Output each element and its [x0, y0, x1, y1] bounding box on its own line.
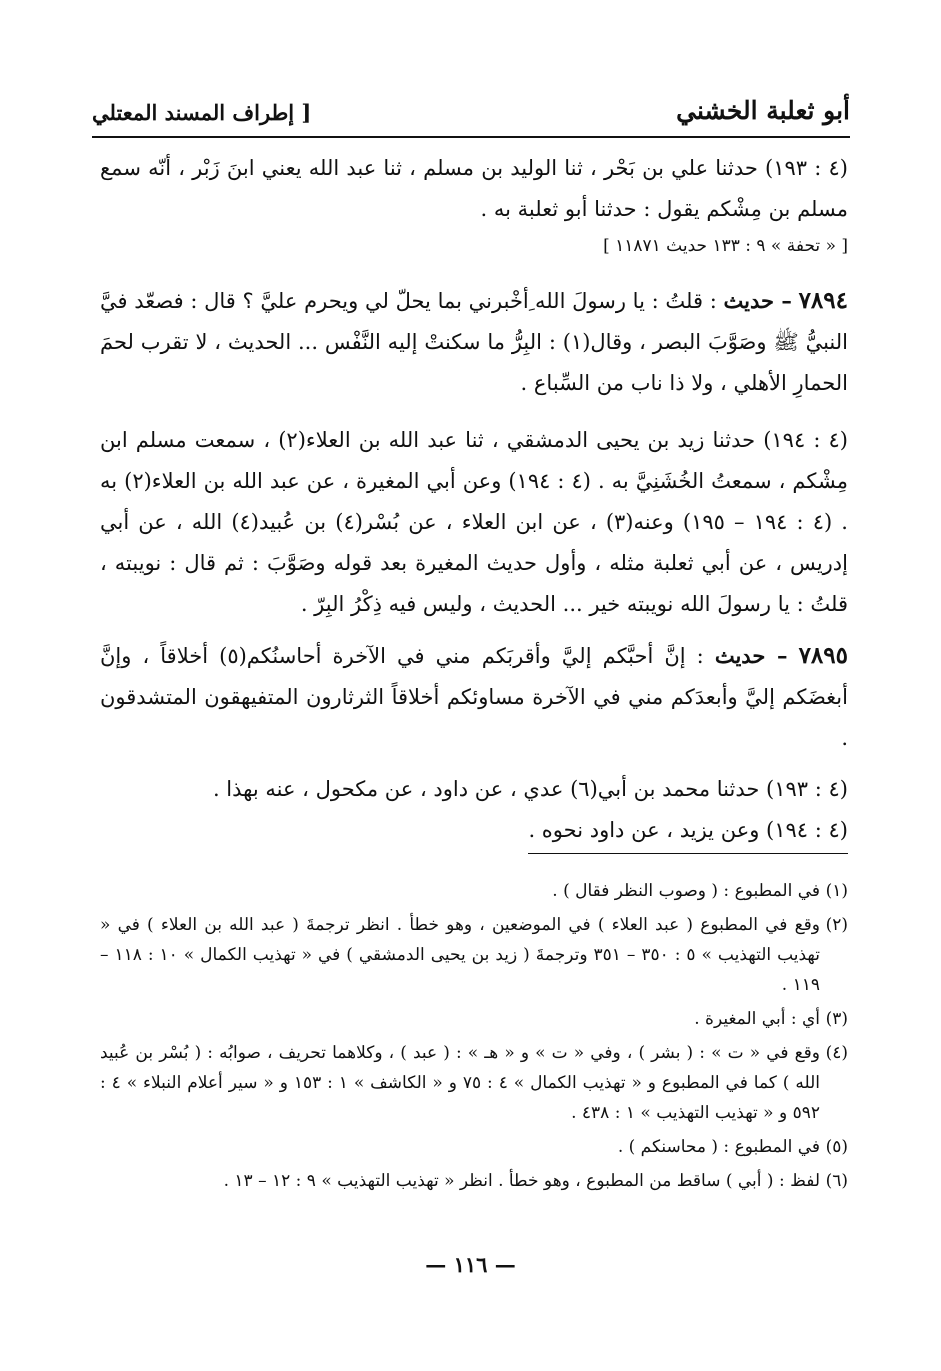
main-text — [100, 148, 848, 854]
footnote — [100, 1038, 848, 1128]
footnote-number: (٦) — [825, 1171, 848, 1191]
isnad-paragraph: (٤ : ١٩٣) حدثنا محمد بن أبي(٦) عدي ، عن داود ، عن مكحول ، عنه بهذا . — [212, 777, 848, 801]
hadith-keyword: – حديث — [714, 643, 788, 668]
hadith-7894 — [100, 280, 848, 404]
footnote-text: في المطبوع : ( محاسنكم ) . — [617, 1137, 820, 1157]
header-divider — [92, 136, 850, 138]
footnote-text: أي : أبي المغيرة . — [694, 1009, 820, 1029]
footnote-text: وقع في « ت » : ( بشر ) ، وفي « ت » و « هـ » : ( عبد ) ، وكلاهما تحريف ، صوابُه : ( بُسْر بن عُبيد الله ) كما في المطبوع و « تهذيب الكمال » ٤ : ٧٥ و « الكاشف » ١ : ١٥٣ و « سير أعلام النبلاء » ٤ : ٥٩٢ و « تهذيب التهذيب » ١ : ٤٣٨ . — [100, 1043, 820, 1123]
footnote-text: في المطبوع : ( وصوب النظر فقال ) . — [552, 881, 820, 901]
footnote-number: (٥) — [825, 1137, 848, 1157]
header-book-title: [ إطراف المسند المعتلي — [92, 100, 312, 125]
hadith-keyword: – حديث — [723, 288, 792, 313]
footnotes — [100, 876, 848, 1200]
footnote — [100, 910, 848, 1000]
hadith-7895 — [100, 635, 848, 759]
header-chapter-title: أبو ثعلبة الخشني — [676, 96, 850, 125]
hadith-number: ٧٨٩٥ — [798, 642, 848, 669]
hadith-text: : قلتُ : يا رسولَ الله ِأخْبرني بما يحلّ لي ويحرم عليَّ ؟ قال : فصعّد فيَّ النبيُّ ﷺ وصَوَّبَ البصر ، وقال(١) : البِرُّ ما سكنتْ إليه النَّفْس ... الحديث ، لا تقرب لحمَ الحمارِ الأهلي ، ولا ذا ناب من السِّباع . — [100, 289, 848, 395]
footnote-number: (٣) — [825, 1009, 848, 1029]
footnote — [100, 1004, 848, 1034]
footnote — [100, 876, 848, 906]
page-number: — ١١٦ — — [425, 1252, 516, 1277]
footnote-number: (١) — [825, 881, 848, 901]
footnote-number: (٢) — [825, 915, 848, 935]
isnad-paragraph — [100, 810, 848, 854]
tuhfa-reference: [ « تحفة » ٩ : ١٣٣ حديث ١١٨٧١ ] — [603, 236, 848, 256]
isnad-paragraph: (٤ : ١٩٣) حدثنا علي بن بَحْر ، ثنا الوليد بن مسلم ، ثنا عبد الله يعني ابنَ زَبْر ، أنّه سمع مسلم بن مِشْكم يقول : حدثنا أبو ثعلبة به . — [100, 156, 848, 221]
footnote-number: (٤) — [825, 1043, 848, 1063]
footnote — [100, 1132, 848, 1162]
footnote-text: وقع في المطبوع ( عبد العلاء ) في الموضعين ، وهو خطأ . انظر ترجمةَ ( عبد الله بن العلاء ) في « تهذيب التهذيب » ٥ : ٣٥٠ – ٣٥١ وترجمةَ ( زيد بن يحيى الدمشقي ) في « تهذيب الكمال » ١٠ : ١١٨ – ١١٩ . — [100, 915, 820, 995]
running-header — [92, 96, 850, 132]
hadith-text: : إنَّ أحبَّكم إليَّ وأقربَكم مني في الآخرة أحاسنُكم(٥) أخلاقاً ، وإنَّ أبغضَكم إليَّ وأبعدَكم مني في الآخرة مساوئكم أخلاقاً الثرثارون المتفيهقون المتشدقون . — [100, 644, 848, 750]
footnote — [100, 1166, 848, 1196]
isnad-paragraph: (٤ : ١٩٤) حدثنا زيد بن يحيى الدمشقي ، ثنا عبد الله بن العلاء(٢) ، سمعت مسلم ابن مِشْكم ، سمعتُ الخُشَنِيَّ به . (٤ : ١٩٤) وعن أبي المغيرة ، عن عبد الله بن العلاء(٢) به . (٤ : ١٩٤ – ١٩٥) وعنه(٣) ، عن ابن العلاء ، عن بُسْر(٤) بن عُبيد(٤) الله ، عن أبي إدريس ، عن أبي ثعلبة مثله ، وأول حديث المغيرة بعد قوله وصَوَّبَ : ثم قال : نويبته ، قلتُ : يا رسولَ الله نويبته خير ... الحديث ، وليس فيه ذِكْرُ البِرّ . — [100, 428, 848, 616]
isnad-underlined: (٤ : ١٩٤) وعن يزيد ، عن داود نحوه . — [528, 810, 848, 854]
hadith-number: ٧٨٩٤ — [798, 287, 848, 314]
footnote-text: لفظ : ( أبي ) ساقط من المطبوع ، وهو خطأ . انظر « تهذيب التهذيب » ٩ : ١٢ – ١٣ . — [223, 1171, 820, 1191]
